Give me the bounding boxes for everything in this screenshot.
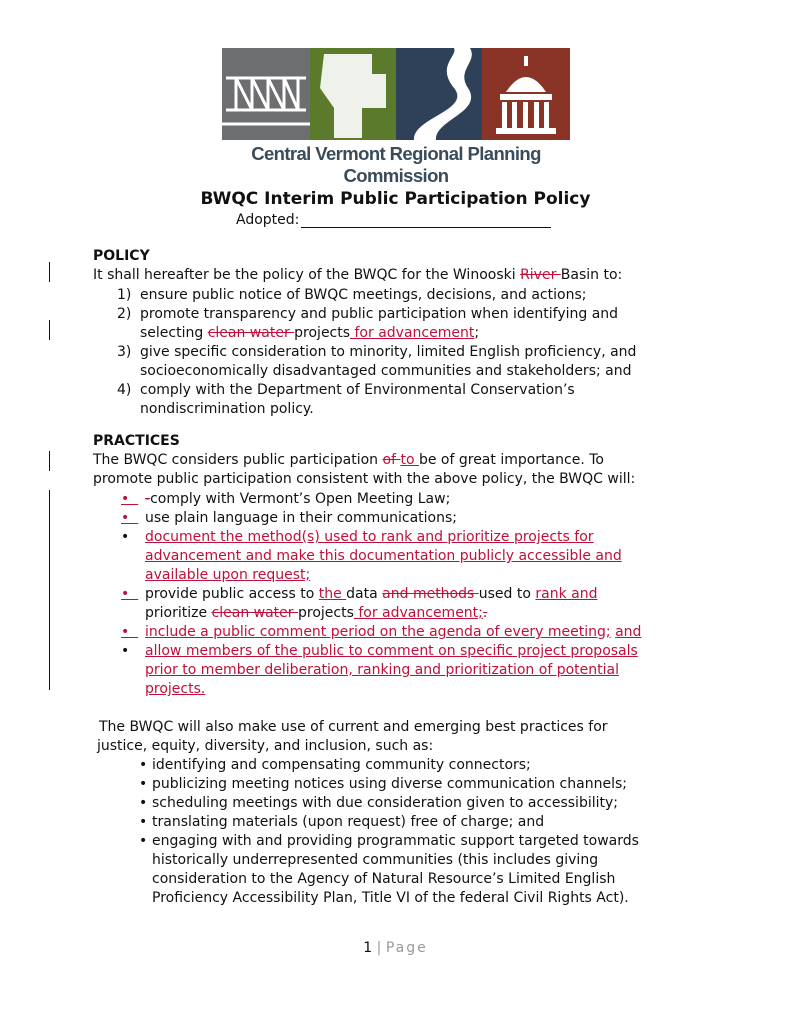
practices-intro-cont: promote public participation consistent with the above policy, the BWQC will: (93, 471, 636, 487)
deleted-text: clean water (207, 325, 295, 341)
policy-intro (93, 266, 622, 285)
practice-item-6-cont: projects. (145, 681, 206, 697)
bullet: • (121, 529, 130, 545)
best-practices-intro: The BWQC will also make use of current and emerging best practices for (99, 719, 608, 735)
page-footer (0, 940, 791, 956)
inserted-text: for advancement (350, 325, 475, 341)
adopted-line (236, 212, 551, 228)
policy-num-1: 1) (117, 287, 132, 303)
inserted-text: the (318, 586, 347, 602)
page-label: Page (385, 940, 428, 956)
text: provide public access to (145, 586, 319, 602)
bullet: • (121, 643, 130, 659)
best-practice-item-4: translating materials (upon request) free of charge; and (152, 814, 545, 830)
best-practice-item-3: scheduling meetings with due consideration given to accessibility; (152, 795, 618, 811)
practice-item-3-cont: advancement and make this documentation publicly accessible and (145, 548, 622, 564)
best-practice-item-5-cont: Proficiency Accessibility Plan, Title VI of the federal Civil Rights Act). (152, 890, 629, 906)
inserted-text: for advancement; (353, 605, 483, 621)
practices-intro (93, 451, 604, 470)
text: comply with Vermont’s Open Meeting Law; (150, 491, 451, 507)
inserted-text: rank and (535, 586, 598, 602)
text: projects (298, 605, 354, 621)
text: The BWQC considers public participation (93, 452, 383, 468)
best-practices-intro-cont: justice, equity, diversity, and inclusion, such as: (97, 738, 434, 754)
bullet: • (139, 795, 148, 811)
page-separator: | (372, 940, 386, 956)
practice-item-4-cont (145, 604, 487, 623)
change-bar (49, 490, 50, 690)
policy-item-4-cont: nondiscrimination policy. (140, 401, 314, 417)
policy-item-2-cont (140, 324, 479, 343)
inserted-text: to (400, 452, 419, 468)
practice-item-5 (145, 623, 641, 642)
deleted-text: of (382, 452, 401, 468)
practice-item-3: document the method(s) used to rank and prioritize projects for (145, 529, 594, 545)
text: selecting (140, 325, 208, 341)
policy-item-3: give specific consideration to minority, limited English proficiency, and (140, 344, 637, 360)
text: It shall hereafter be the policy of the BWQC for the Winooski (93, 267, 521, 283)
text: projects (294, 325, 351, 341)
policy-item-3-cont: socioeconomically disadvantaged communities and stakeholders; and (140, 363, 632, 379)
text: data (346, 586, 383, 602)
best-practice-item-2: publicizing meeting notices using diverse communication channels; (152, 776, 627, 792)
org-name: Central Vermont Regional Planning Commission (251, 143, 541, 186)
deleted-text: and methods (382, 586, 479, 602)
inserted-text: and (615, 624, 642, 640)
bullet: • (121, 510, 139, 526)
cvrpc-logo (222, 48, 570, 140)
bullet: • (121, 586, 139, 602)
bullet: • (139, 833, 148, 849)
bullet: • (121, 624, 139, 640)
deleted-text: - (145, 491, 151, 507)
practice-item-3-cont: available upon request; (145, 567, 311, 583)
policy-item-2: promote transparency and public participation when identifying and (140, 306, 619, 322)
deleted-text: River (520, 267, 561, 283)
practice-item-6: allow members of the public to comment on specific project proposals (145, 643, 638, 659)
deleted-text: . (482, 605, 488, 621)
bullet: • (139, 776, 148, 792)
text: Basin to: (560, 267, 623, 283)
best-practice-item-1: identifying and compensating community connectors; (152, 757, 531, 773)
bullet: • (121, 491, 139, 507)
practice-item-1 (145, 490, 450, 509)
best-practice-item-5-cont: historically underrepresented communities (this includes giving (152, 852, 599, 868)
document-title: BWQC Interim Public Participation Policy (200, 189, 591, 209)
policy-num-2: 2) (117, 306, 132, 322)
practice-item-6-cont: prior to member deliberation, ranking and prioritization of potential (145, 662, 619, 678)
practices-heading: PRACTICES (93, 433, 180, 449)
change-bar (49, 262, 50, 282)
policy-heading: POLICY (93, 248, 150, 264)
practice-item-4 (145, 585, 598, 604)
deleted-text: clean water (211, 605, 298, 621)
policy-num-4: 4) (117, 382, 132, 398)
policy-item-4: comply with the Department of Environmental Conservation’s (140, 382, 575, 398)
text: used to (478, 586, 536, 602)
text: ; (474, 325, 480, 341)
policy-num-3: 3) (117, 344, 132, 360)
best-practice-item-5-cont: consideration to the Agency of Natural Resource’s Limited English (152, 871, 616, 887)
change-bar (49, 320, 50, 340)
text: prioritize (145, 605, 212, 621)
inserted-text: include a public comment period on the agenda of every meeting; (145, 624, 611, 640)
page-number: 1 (363, 940, 373, 956)
bullet: • (139, 757, 148, 773)
best-practice-item-5: engaging with and providing programmatic support targeted towards (152, 833, 639, 849)
adopted-blank (301, 213, 551, 228)
adopted-label: Adopted: (236, 212, 300, 228)
policy-item-1: ensure public notice of BWQC meetings, decisions, and actions; (140, 287, 587, 303)
text: be of great importance. To (418, 452, 604, 468)
change-bar (49, 451, 50, 471)
practice-item-2: use plain language in their communications; (145, 510, 457, 526)
bullet: • (139, 814, 148, 830)
